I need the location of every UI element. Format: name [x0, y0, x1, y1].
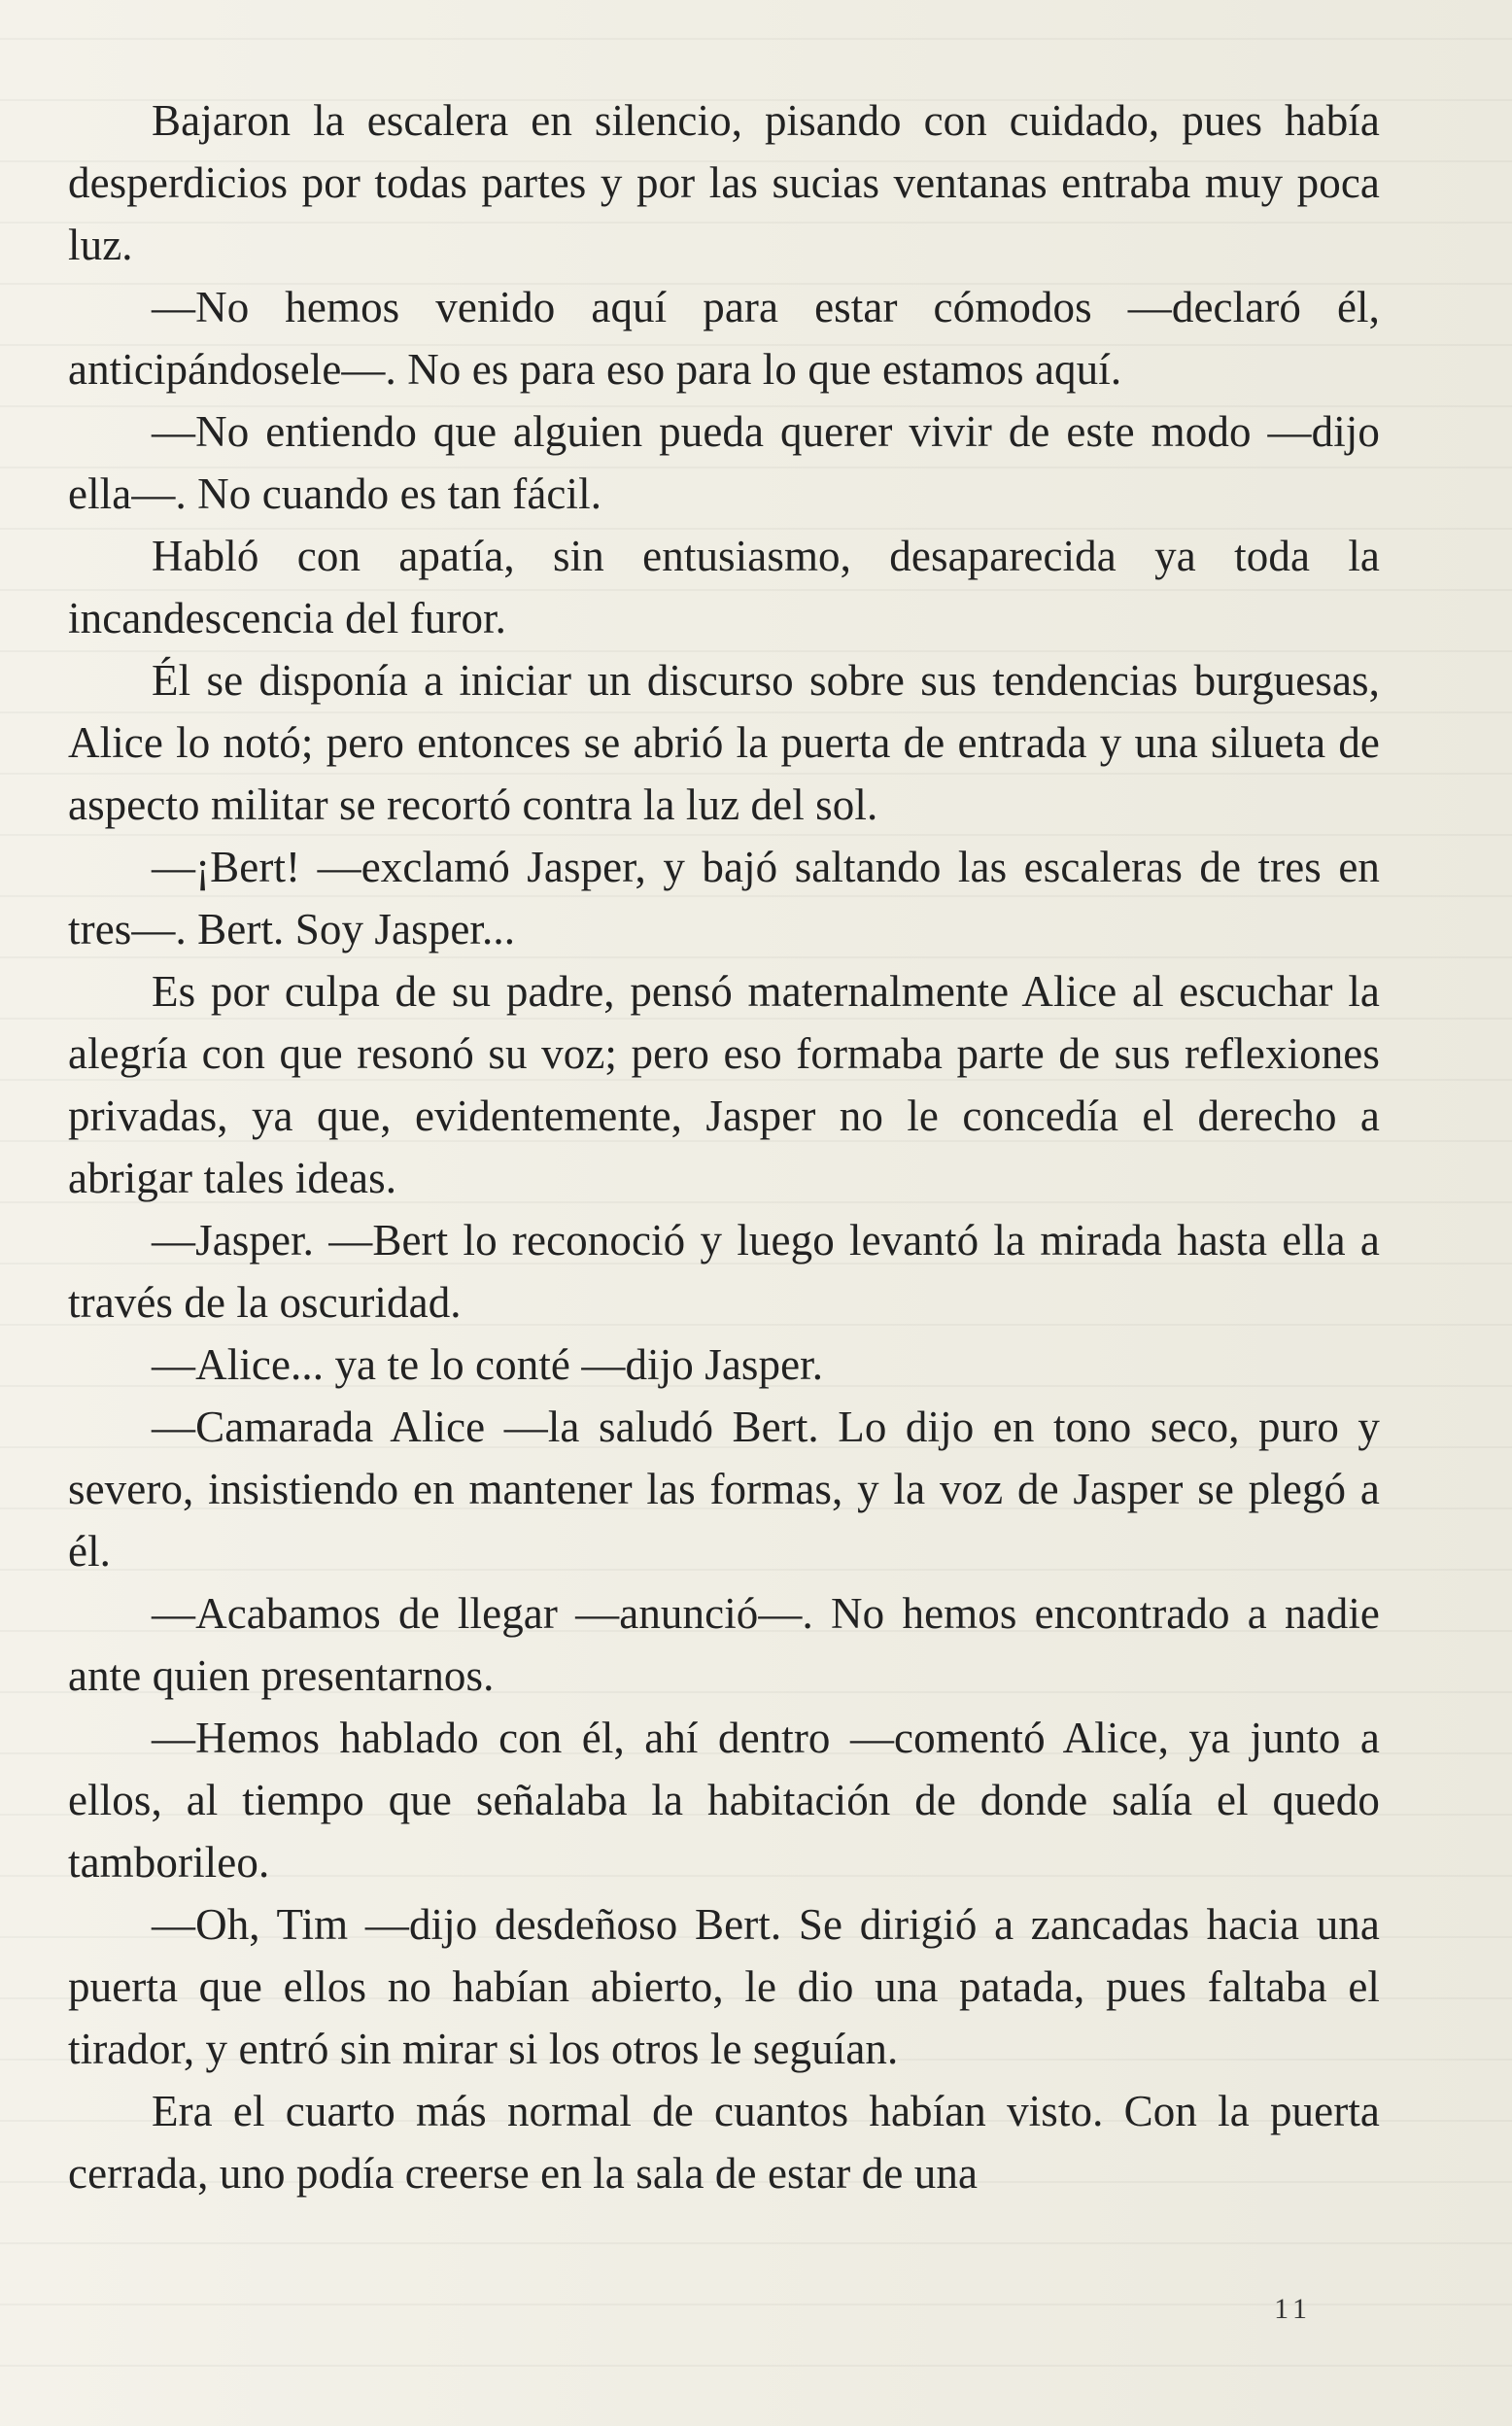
- paragraph: —Hemos hablado con él, ahí dentro —comentó Alice, ya junto a ellos, al tiempo que señalaba la habitación de donde salía el quedo tamborileo.: [68, 1714, 1380, 1887]
- paragraph: —Jasper. —Bert lo reconoció y luego levantó la mirada hasta ella a través de la oscuridad.: [68, 1216, 1380, 1327]
- paragraph: —Oh, Tim —dijo desdeñoso Bert. Se dirigió a zancadas hacia una puerta que ellos no habían abierto, le dio una patada, pues faltaba el tirador, y entró sin mirar si los otros le seguían.: [68, 1900, 1380, 2073]
- paragraph: —No hemos venido aquí para estar cómodos —declaró él, anticipándosele—. No es para eso para lo que estamos aquí.: [68, 283, 1380, 394]
- paragraph: Es por culpa de su padre, pensó maternalmente Alice al escuchar la alegría con que resonó su voz; pero eso formaba parte de sus reflexiones privadas, ya que, evidentemente, Jasper no le concedía el derecho a abrigar tales ideas.: [68, 967, 1380, 1202]
- page-number: 11: [1274, 2293, 1312, 2325]
- paragraph: —No entiendo que alguien pueda querer vivir de este modo —dijo ella—. No cuando es tan fácil.: [68, 407, 1380, 518]
- paragraph: —Camarada Alice —la saludó Bert. Lo dijo en tono seco, puro y severo, insistiendo en mantener las formas, y la voz de Jasper se plegó a él.: [68, 1403, 1380, 1576]
- paragraph: Era el cuarto más normal de cuantos habían visto. Con la puerta cerrada, uno podía creerse en la sala de estar de una: [68, 2087, 1380, 2198]
- paragraph: Él se disponía a iniciar un discurso sobre sus tendencias burguesas, Alice lo notó; pero entonces se abrió la puerta de entrada y una silueta de aspecto militar se recortó contra la luz del sol.: [68, 656, 1380, 829]
- paragraph: —Acabamos de llegar —anunció—. No hemos encontrado a nadie ante quien presentarnos.: [68, 1589, 1380, 1700]
- paragraph: —¡Bert! —exclamó Jasper, y bajó saltando las escaleras de tres en tres—. Bert. Soy Jasper...: [68, 843, 1380, 953]
- paragraph: Bajaron la escalera en silencio, pisando con cuidado, pues había desperdicios por todas partes y por las sucias ventanas entraba muy poca luz.: [68, 96, 1380, 269]
- paragraph: —Alice... ya te lo conté —dijo Jasper.: [152, 1340, 824, 1389]
- body-text: [68, 89, 1380, 2204]
- paragraph: Habló con apatía, sin entusiasmo, desaparecida ya toda la incandescencia del furor.: [68, 532, 1380, 642]
